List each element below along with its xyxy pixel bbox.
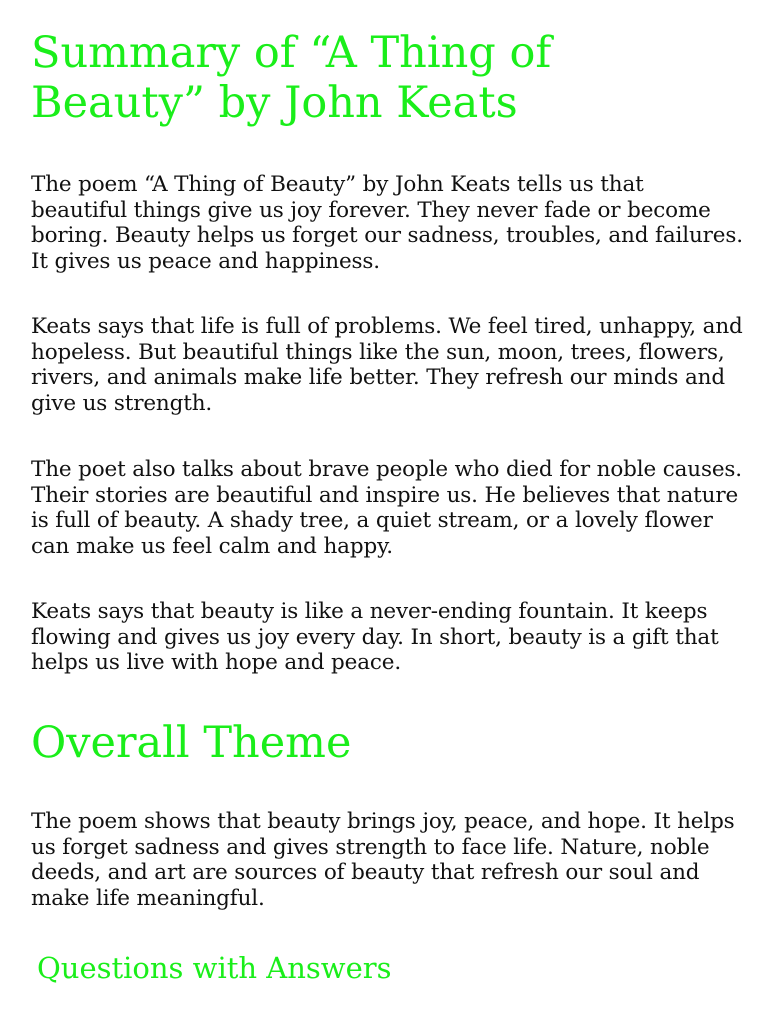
- page-title: Summary of “A Thing of Beauty” by John Keats: [31, 28, 552, 128]
- theme-heading: Overall Theme: [31, 718, 352, 768]
- summary-paragraph-1: The poem “A Thing of Beauty” by John Keats tells us that beautiful things give us joy forever. They never fade or become boring. Beauty helps us forget our sadness, troubles, and failures. It gives us peace and happiness.: [31, 172, 743, 274]
- theme-paragraph: The poem shows that beauty brings joy, peace, and hope. It helps us forget sadness and gives strength to face life. Nature, noble deeds, and art are sources of beauty that refresh our soul and make life meaningful.: [31, 809, 735, 911]
- summary-paragraph-3: The poet also talks about brave people who died for noble causes. Their stories are beautiful and inspire us. He believes that nature is full of beauty. A shady tree, a quiet stream, or a lovely flower can make us feel calm and happy.: [31, 457, 742, 559]
- summary-paragraph-2: Keats says that life is full of problems. We feel tired, unhappy, and hopeless. But beautiful things like the sun, moon, trees, flowers, rivers, and animals make life better. They refresh our minds and give us strength.: [31, 314, 743, 416]
- summary-paragraph-4: Keats says that beauty is like a never-ending fountain. It keeps flowing and gives us joy every day. In short, beauty is a gift that helps us live with hope and peace.: [31, 599, 719, 675]
- questions-heading: Questions with Answers: [37, 951, 392, 985]
